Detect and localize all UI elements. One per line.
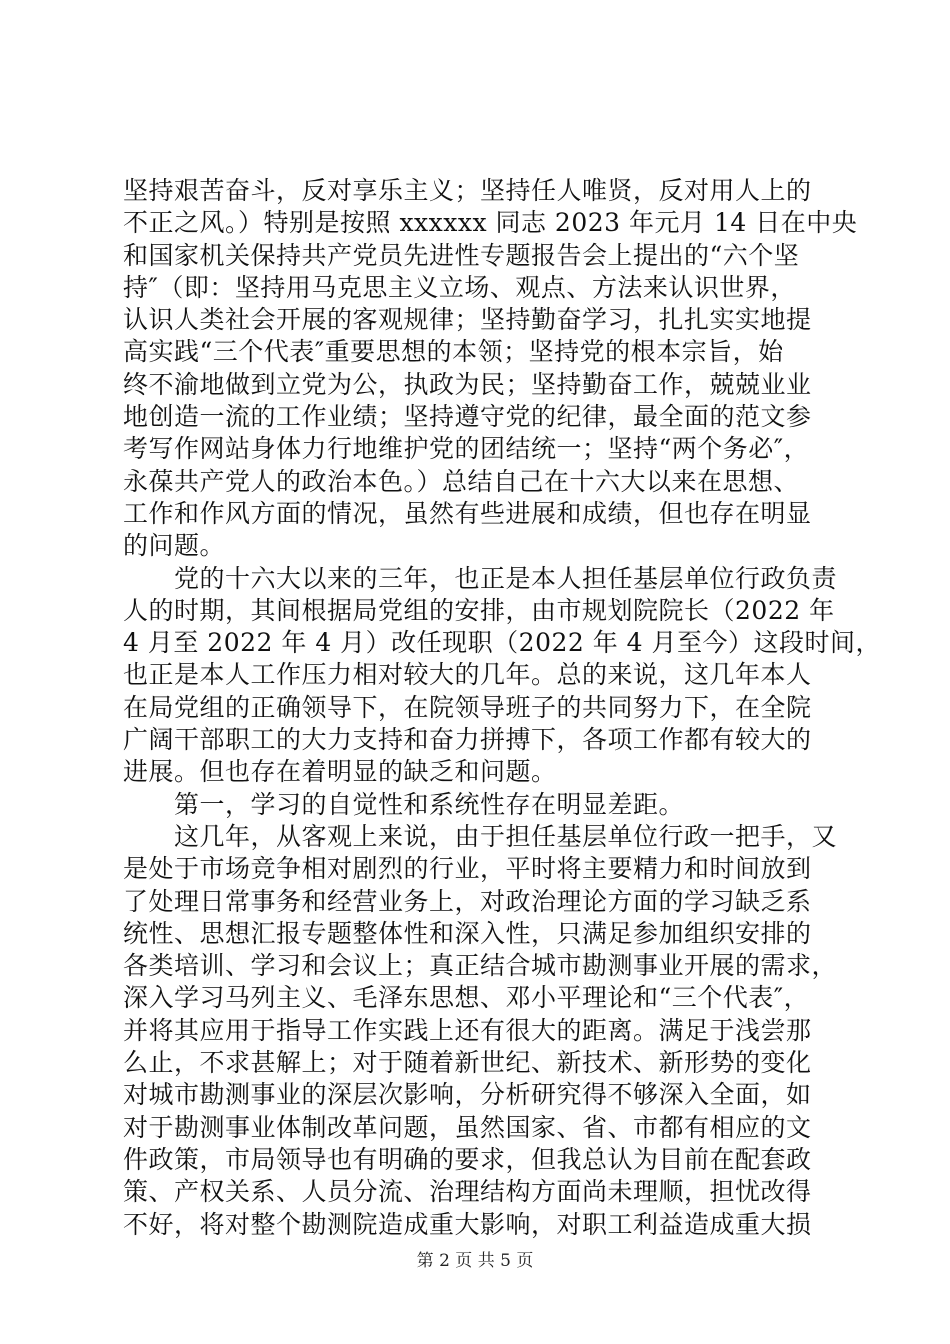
text-line: 对城市勘测事业的深层次影响，分析研究得不够深入全面，如 <box>123 1080 812 1110</box>
text-line: 也正是本人工作压力相对较大的几年。总的来说，这几年本人 <box>123 660 812 690</box>
text-line: 广阔干部职工的大力支持和奋力拼搏下，各项工作都有较大的 <box>123 725 812 755</box>
text-line: 考写作网站身体力行地维护党的团结统一；坚持“两个务必″， <box>123 434 810 464</box>
text-line: 高实践“三个代表″重要思想的本领；坚持党的根本宗旨，始 <box>123 337 784 367</box>
page-number: 第 2 页 共 5 页 <box>416 1251 534 1271</box>
text-line: 不正之风。）特别是按照 xxxxxx 同志 2023 年元月 14 日在中央 <box>123 208 858 238</box>
text-line: 策、产权关系、人员分流、治理结构方面尚未理顺，担忧改得 <box>123 1177 812 1207</box>
text-line: 工作和作风方面的情况，虽然有些进展和成绩，但也存在明显 <box>123 498 812 528</box>
text-line: 坚持艰苦奋斗，反对享乐主义；坚持任人唯贤，反对用人上的 <box>123 176 812 205</box>
text-line: 人的时期，其间根据局党组的安排，由市规划院院长（2022 年 <box>123 595 835 625</box>
text-line: 和国家机关保持共产党员先进性专题报告会上提出的“六个坚 <box>123 240 800 270</box>
text-line: 永葆共产党人的政治本色。）总结自己在十六大以来在思想、 <box>123 466 800 496</box>
text-line: 党的十六大以来的三年，也正是本人担任基层单位行政负责 <box>123 563 838 593</box>
document-body <box>123 175 882 1241</box>
text-line: 了处理日常事务和经营业务上，对政治理论方面的学习缺乏系 <box>123 886 812 916</box>
text-line: 认识人类社会开展的客观规律；坚持勤奋学习，扎扎实实地提 <box>123 305 812 335</box>
text-line: 统性、思想汇报专题整体性和深入性，只满足参加组织安排的 <box>123 918 812 948</box>
text-line: 4 月至 2022 年 4 月）改任现职（2022 年 4 月至今）这段时间， <box>123 628 882 658</box>
section-heading: 第一，学习的自觉性和系统性存在明显差距。 <box>123 789 685 819</box>
text-line: 件政策，市局领导也有明确的要求，但我总认为目前在配套政 <box>123 1144 812 1174</box>
text-line: 持″（即：坚持用马克思主义立场、观点、方法来认识世界， <box>123 272 796 302</box>
text-line: 并将其应用于指导工作实践上还有很大的距离。满足于浅尝那 <box>123 1015 812 1045</box>
text-line: 是处于市场竞争相对剧烈的行业，平时将主要精力和时间放到 <box>123 854 812 884</box>
text-line: 地创造一流的工作业绩；坚持遵守党的纪律，最全面的范文参 <box>123 402 812 432</box>
text-line: 深入学习马列主义、毛泽东思想、邓小平理论和“三个代表″， <box>123 983 810 1013</box>
text-line: 终不渝地做到立党为公，执政为民；坚持勤奋工作，兢兢业业 <box>123 369 812 399</box>
text-line: 的问题。 <box>123 531 226 561</box>
text-line: 各类培训、学习和会议上；真正结合城市勘测事业开展的需求， <box>123 951 838 981</box>
text-line: 不好，将对整个勘测院造成重大影响，对职工利益造成重大损 <box>123 1209 812 1239</box>
text-line: 进展。但也存在着明显的缺乏和问题。 <box>123 757 557 787</box>
text-line: 在局党组的正确领导下，在院领导班子的共同努力下，在全院 <box>123 692 812 722</box>
text-line: 么止，不求甚解上；对于随着新世纪、新技术、新形势的变化 <box>123 1048 812 1078</box>
text-line: 这几年，从客观上来说，由于担任基层单位行政一把手，又 <box>123 821 838 851</box>
text-line: 对于勘测事业体制改革问题，虽然国家、省、市都有相应的文 <box>123 1112 812 1142</box>
